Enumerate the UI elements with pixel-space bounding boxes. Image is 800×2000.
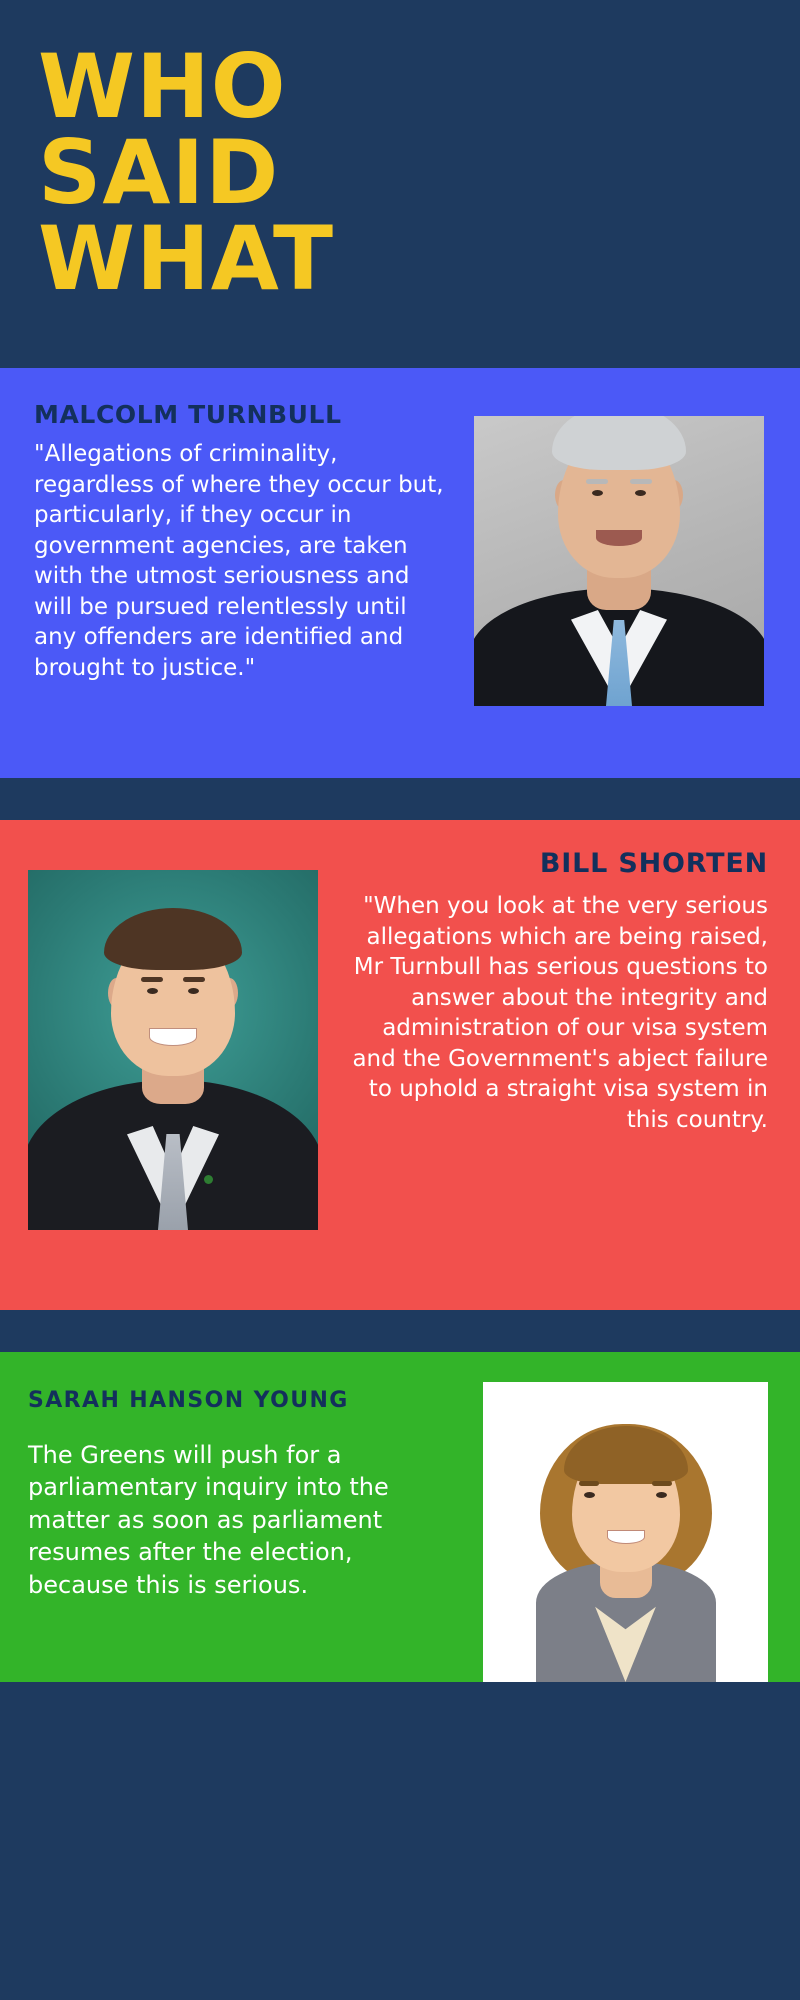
portrait-bill-shorten (28, 870, 318, 1230)
quote-text: "Allegations of criminality, regardless of where they occur but, particularly, if they occur in government agencies, are taken with the utmost seriousness and will be pursued relentlessly until any offenders are identified and brought to justice." (34, 441, 444, 682)
eye-right-shape (635, 490, 646, 496)
quote-panel-turnbull (0, 368, 800, 778)
speaker-name: BILL SHORTEN (539, 848, 768, 879)
quote-text: "When you look at the very serious allegations which are being raised, Mr Turnbull has serious questions to answer about the integrity and administration of our visa system and the Government's abject failure to uphold a straight visa system in this country. (352, 893, 768, 1134)
portrait-malcolm-turnbull (474, 416, 764, 706)
quote-photo-column (460, 394, 764, 706)
eye-left-shape (147, 988, 158, 994)
quote-text-column (30, 394, 460, 684)
brow-right-shape (652, 1481, 672, 1486)
mouth-shape (149, 1028, 197, 1046)
quote-photo-column (28, 844, 328, 1230)
divider-2 (0, 1310, 800, 1352)
quote-text-column (328, 844, 768, 1136)
quote-text-column (28, 1382, 448, 1601)
title-line-1: WHO (38, 35, 287, 138)
footer-spacer (0, 1682, 800, 2000)
speaker-name: MALCOLM TURNBULL (34, 400, 342, 429)
brow-left-shape (141, 977, 163, 982)
quote-photo-column (448, 1382, 768, 1682)
speaker-name: SARAH HANSON YOUNG (28, 1388, 349, 1413)
divider-1 (0, 778, 800, 820)
page-title (0, 0, 800, 368)
hair-shape (104, 908, 242, 970)
eye-right-shape (656, 1492, 667, 1498)
brow-right-shape (630, 479, 652, 484)
title-line-3: WHAT (38, 207, 335, 311)
mouth-shape (607, 1530, 645, 1544)
portrait-sarah-hanson-young (483, 1382, 768, 1682)
brow-left-shape (579, 1481, 599, 1486)
quote-text: The Greens will push for a parliamentary inquiry into the matter as soon as parliament resumes after the election, because this is serious. (28, 1441, 389, 1599)
quote-panel-hanson-young (0, 1352, 800, 1682)
brow-right-shape (183, 977, 205, 982)
lapel-pin-icon (204, 1175, 213, 1184)
eye-left-shape (584, 1492, 595, 1498)
hair-shape (552, 416, 686, 470)
brow-left-shape (586, 479, 608, 484)
mouth-shape (596, 530, 642, 546)
eye-left-shape (592, 490, 603, 496)
eye-right-shape (188, 988, 199, 994)
title-line-2: SAID (38, 121, 280, 225)
quote-panel-shorten (0, 820, 800, 1310)
